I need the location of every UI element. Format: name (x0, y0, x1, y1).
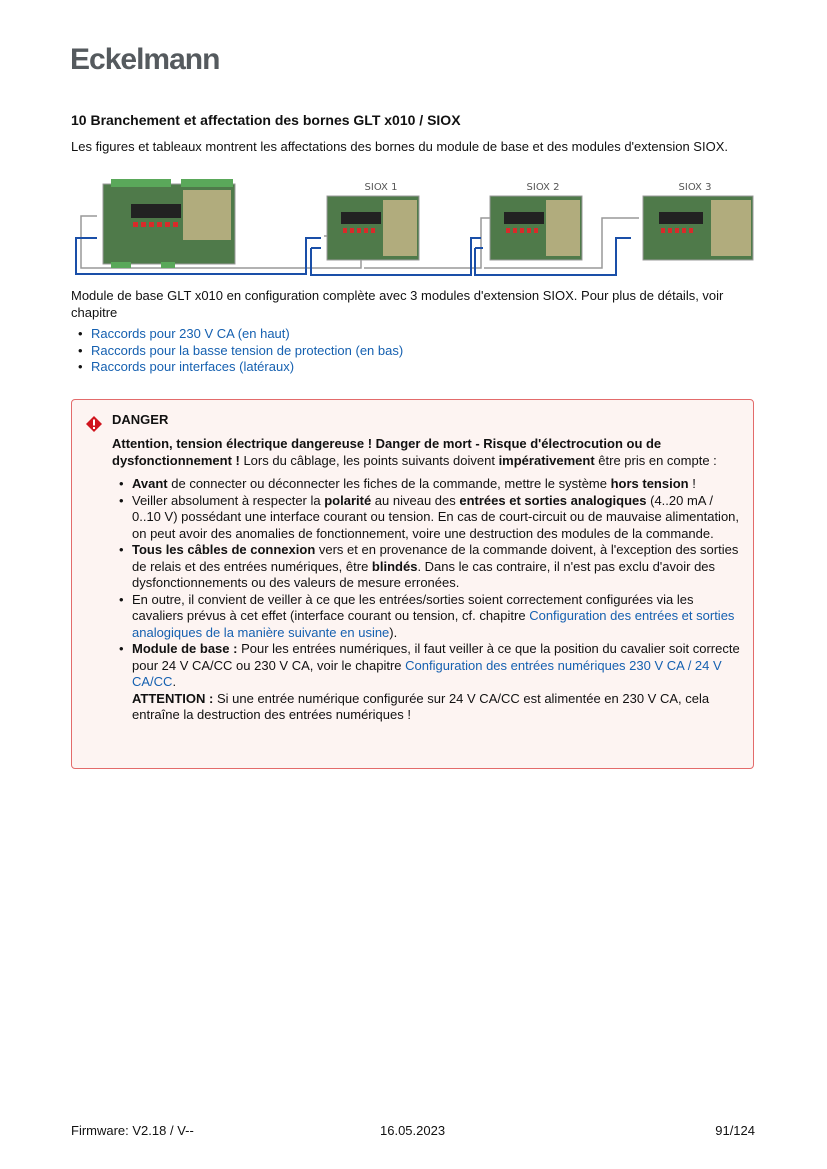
chapter-links (71, 326, 403, 376)
section-heading: 10 Branchement et affectation des bornes GLT x010 / SIOX (71, 112, 461, 128)
bold-text: Avant (132, 476, 168, 491)
danger-box (71, 399, 754, 769)
chapter-link[interactable]: Configuration des entrées numériques 230 V CA / 24 V CA/CC (132, 657, 722, 689)
text-segment: être pris en compte : (594, 452, 717, 468)
text-segment: au niveau des (371, 492, 460, 508)
list-item (71, 359, 403, 376)
siox-label-2: SIOX 2 (526, 182, 560, 193)
bold-text: blindés (371, 558, 418, 574)
bold-text: Tous les câbles de connexion (132, 542, 316, 557)
list-item (71, 343, 403, 360)
danger-list-item (112, 476, 742, 493)
intro-text: Les figures et tableaux montrent les affectations des bornes du module de base et des modules d'extension SIOX. (71, 139, 728, 154)
bold-text: impérativement (498, 452, 595, 468)
danger-title: DANGER (112, 412, 169, 427)
bold-text: Module de base : (132, 641, 238, 656)
bold-text: polarité (324, 492, 372, 508)
siox-module-1 (327, 196, 419, 260)
list-item (71, 326, 403, 343)
danger-warning-icon (86, 416, 102, 432)
base-module (103, 179, 235, 268)
bold-text: Attention, tension électrique dangereuse ! Danger de mort - Risque d'électrocution ou de dysfonctionnement ! (112, 436, 662, 468)
danger-intro (112, 436, 742, 469)
text-segment: En outre, il convient de veiller à ce que les entrées/sorties soient correctement configurées via les cavaliers prévus à cet effet (interface courant ou tension, cf. chapitre (132, 591, 694, 623)
text-segment: de connecter ou déconnecter les fiches de la commande, mettre le système (167, 476, 611, 491)
text-segment: Pour les entrées numériques, il faut veiller à ce que la position du cavalier soit correcte pour 24 V CA/CC ou 230 V CA, voir le chapitre (132, 641, 740, 673)
module-diagram (71, 176, 756, 280)
footer-page: 91/124 (715, 1123, 755, 1138)
siox-label-3: SIOX 3 (678, 182, 712, 193)
danger-list-item (112, 641, 742, 724)
footer-date: 16.05.2023 (380, 1123, 446, 1138)
text-segment: . (172, 674, 177, 689)
link-low-voltage[interactable]: Raccords pour la basse tension de protection (en bas) (91, 342, 404, 358)
danger-list-item (112, 592, 742, 642)
siox-module-2 (490, 196, 582, 260)
danger-list-item (112, 542, 742, 592)
wiring-figure (71, 176, 756, 280)
text-segment: Veiller absolument à respecter la (132, 492, 325, 508)
siox-label-1: SIOX 1 (364, 182, 398, 193)
text-segment: . Dans le cas contraire, il n'est pas exclu d'avoir des dysfonctionnements ou des valeurs de mesure erronées. (132, 558, 716, 590)
danger-list (112, 476, 742, 724)
chapter-link[interactable]: Configuration des entrées et sorties analogiques de la manière suivante en usine (132, 608, 735, 640)
siox-module-3 (643, 196, 753, 260)
text-segment: Lors du câblage, les points suivants doivent (239, 452, 499, 468)
figure-caption: Module de base GLT x010 en configuration complète avec 3 modules d'extension SIOX. Pour plus de détails, voir chapitre (71, 288, 724, 320)
danger-list-item (112, 493, 742, 543)
link-interfaces[interactable]: Raccords pour interfaces (latéraux) (91, 359, 295, 374)
bold-text: entrées et sorties analogiques (459, 492, 647, 508)
footer-firmware: Firmware: V2.18 / V-- (71, 1123, 194, 1138)
link-230v[interactable]: Raccords pour 230 V CA (en haut) (91, 326, 290, 341)
text-segment: ). (389, 624, 398, 640)
text-segment: vers et en provenance de la commande doivent, à l'exception des sorties de relais et des entrées numériques, être (132, 542, 739, 574)
text-segment: Si une entrée numérique configurée sur 24 V CA/CC est alimentée en 230 V CA, cela entraîne la destruction des entrées numériques ! (132, 690, 710, 722)
text-segment: ! (688, 476, 696, 491)
bold-text: ATTENTION : (132, 690, 214, 706)
eckelmann-logo: Eckelmann (70, 43, 220, 76)
text-segment: (4..20 mA / 0..10 V) possédant une interface courant ou tension. En cas de court-circuit ou de mauvaise alimentation, on peut avoir des anomalies de fonctionnement, voire une destruction des modules de la commande. (132, 492, 740, 541)
bold-text: hors tension (610, 476, 689, 491)
